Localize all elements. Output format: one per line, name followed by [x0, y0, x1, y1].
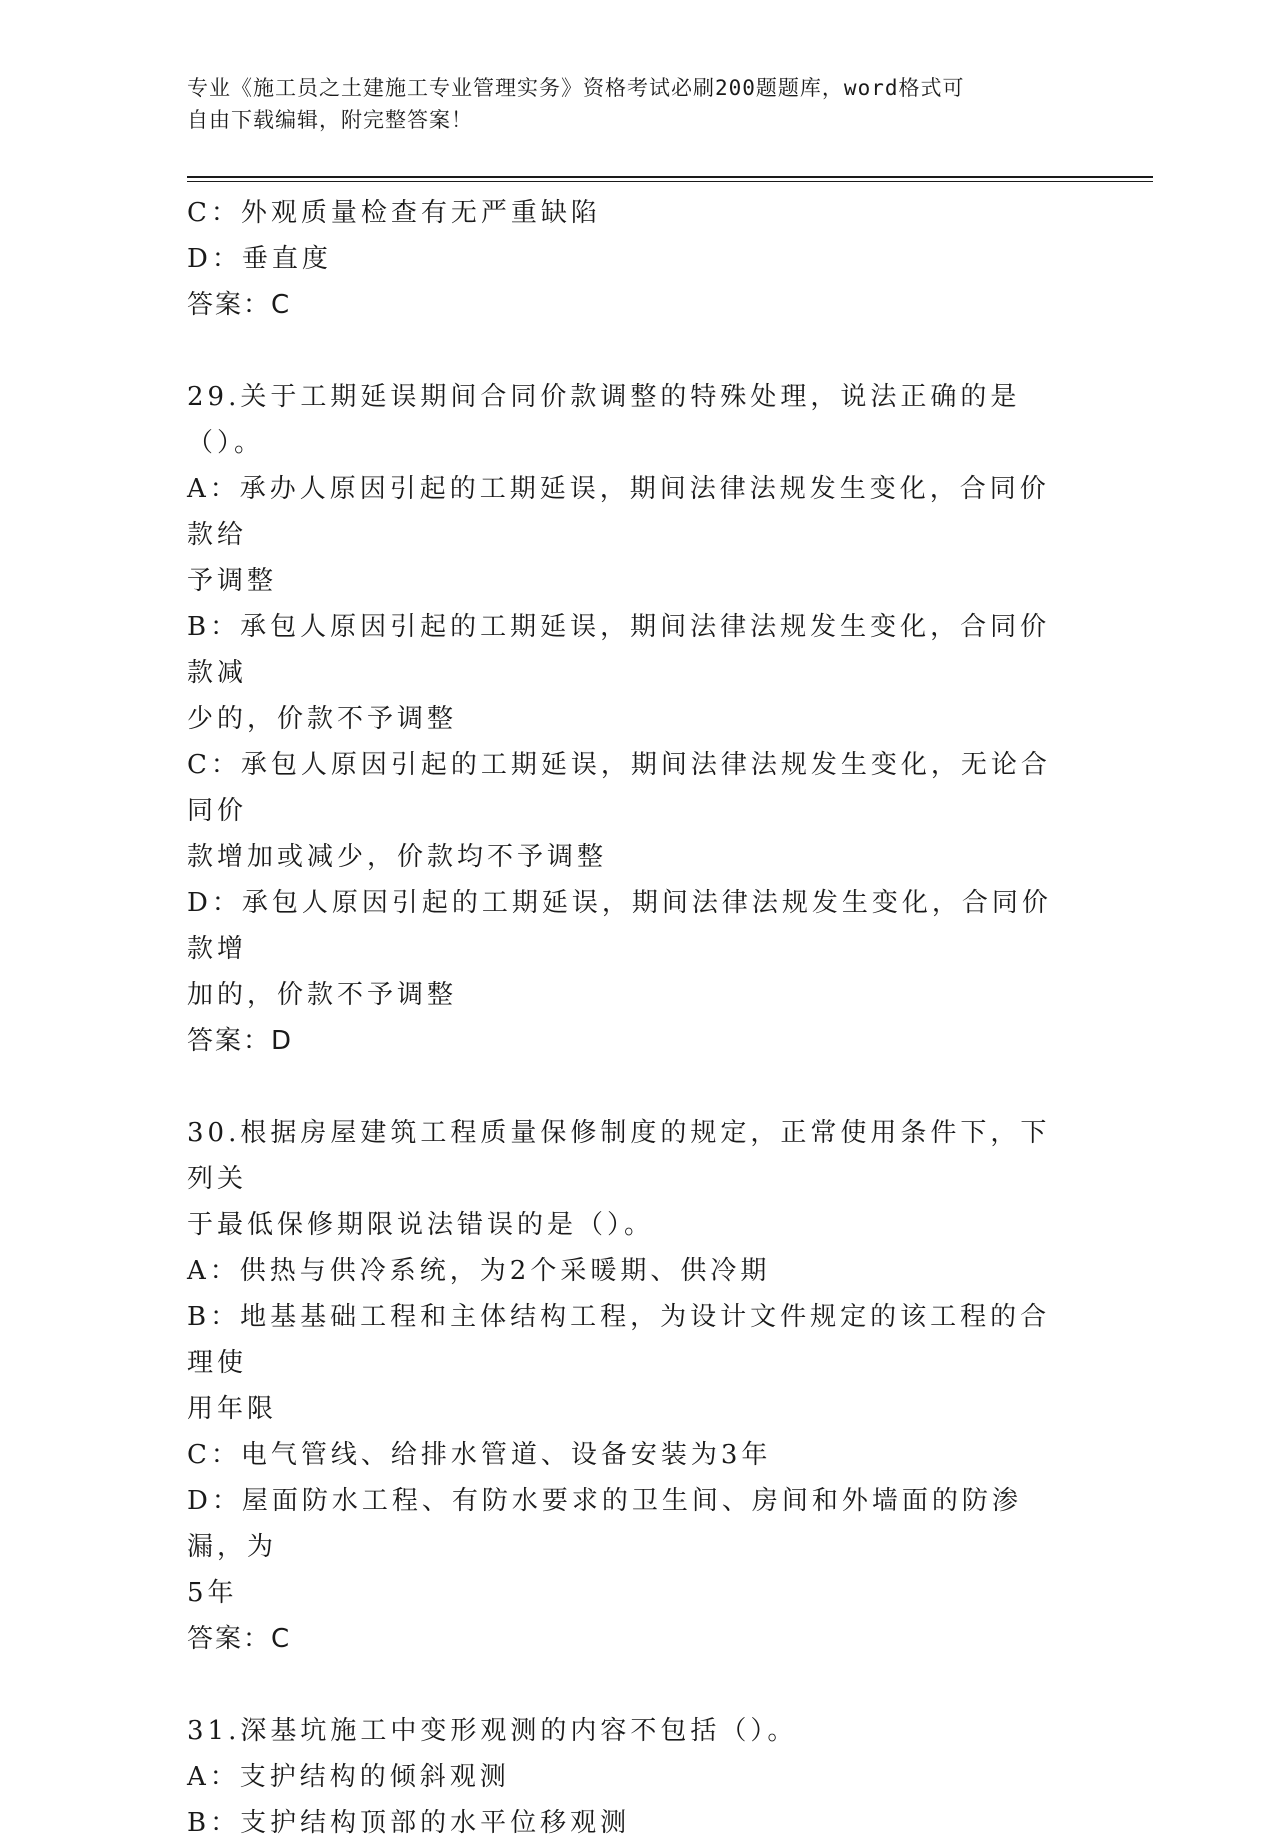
- header-title-line-2: 自由下载编辑，附完整答案！: [187, 108, 473, 132]
- question-content: [187, 190, 1067, 1846]
- option-b: B：支护结构顶部的水平位移观测: [187, 1808, 631, 1838]
- option-a-continued: 予调整: [187, 566, 278, 596]
- option-b-continued: 用年限: [187, 1394, 278, 1424]
- previous-question-tail: [187, 190, 1067, 328]
- question-30: [187, 1110, 1067, 1662]
- option-c-continued: 款增加或减少，价款均不予调整: [187, 842, 608, 872]
- question-stem: 29.关于工期延误期间合同价款调整的特殊处理，说法正确的是（）。: [187, 382, 1021, 458]
- option-c: C：电气管线、给排水管道、设备安装为3年: [187, 1440, 772, 1470]
- header-divider-thick: [187, 176, 1153, 178]
- spacer: [187, 1064, 1067, 1110]
- option-d: D：屋面防水工程、有防水要求的卫生间、房间和外墙面的防渗漏，为: [187, 1486, 1022, 1562]
- spacer: [187, 328, 1067, 374]
- document-header: [187, 72, 1067, 136]
- header-divider-thin: [187, 181, 1153, 182]
- option-d: D：承包人原因引起的工期延误，期间法律法规发生变化，合同价款增: [187, 888, 1052, 964]
- question-stem: 31.深基坑施工中变形观测的内容不包括（）。: [187, 1716, 798, 1746]
- option-d-continued: 加的，价款不予调整: [187, 980, 458, 1010]
- spacer: [187, 1662, 1067, 1708]
- option-d: D：垂直度: [187, 244, 332, 274]
- option-a: A：支护结构的倾斜观测: [187, 1762, 510, 1792]
- option-b-continued: 少的，价款不予调整: [187, 704, 458, 734]
- answer-line: 答案：C: [187, 290, 292, 320]
- option-d-continued: 5年: [187, 1578, 238, 1608]
- option-b: B：地基基础工程和主体结构工程，为设计文件规定的该工程的合理使: [187, 1302, 1051, 1378]
- question-stem-continued: 于最低保修期限说法错误的是（）。: [187, 1210, 655, 1240]
- option-a: A：供热与供冷系统，为2个采暖期、供冷期: [187, 1256, 771, 1286]
- question-stem: 30.根据房屋建筑工程质量保修制度的规定，正常使用条件下，下列关: [187, 1118, 1051, 1194]
- question-31: [187, 1708, 1067, 1846]
- option-c: C：承包人原因引起的工期延误，期间法律法规发生变化，无论合同价: [187, 750, 1051, 826]
- option-a: A：承办人原因引起的工期延误，期间法律法规发生变化，合同价款给: [187, 474, 1050, 550]
- question-29: [187, 374, 1067, 1064]
- header-title-line-1: 专业《施工员之土建施工专业管理实务》资格考试必刷200题题库，word格式可: [187, 76, 965, 100]
- answer-line: 答案：C: [187, 1624, 292, 1654]
- answer-line: 答案：D: [187, 1026, 294, 1056]
- option-c: C：外观质量检查有无严重缺陷: [187, 198, 601, 228]
- option-b: B：承包人原因引起的工期延误，期间法律法规发生变化，合同价款减: [187, 612, 1051, 688]
